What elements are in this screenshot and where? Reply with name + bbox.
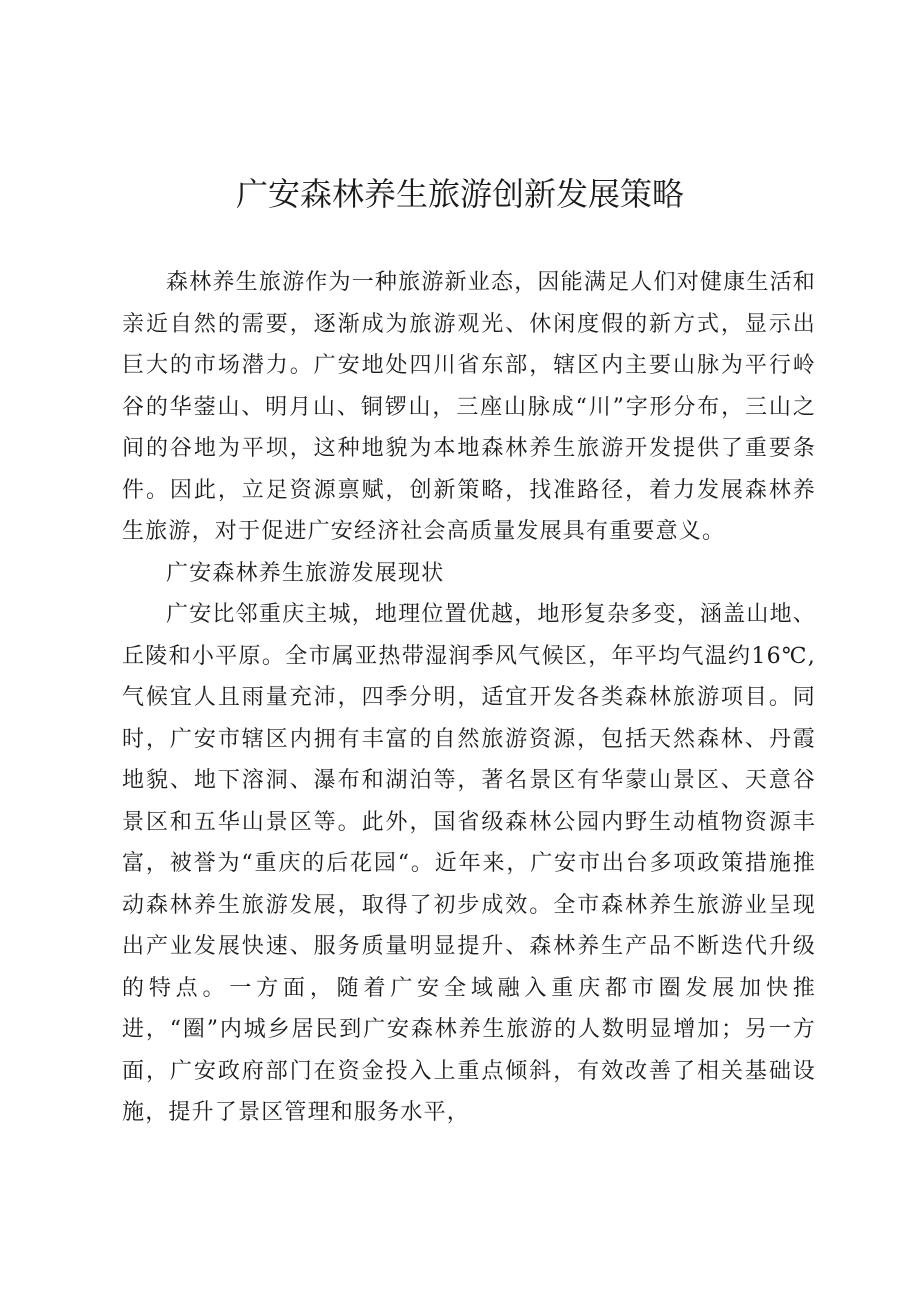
paragraph-intro: 森林养生旅游作为一种旅游新业态，因能满足人们对健康生活和亲近自然的需要，逐渐成为旅游观光、休闲度假的新方式，显示出巨大的市场潜力。广安地处四川省东部，辖区内主要山脉为平行岭谷的华蓥山、明月山、铜锣山，三座山脉成“川”字形分布，三山之间的谷地为平坝，这种地貌为本地森林养生旅游开发提供了重要条件。因此，立足资源禀赋，创新策略，找准路径，着力发展森林养生旅游，对于促进广安经济社会高质量发展具有重要意义。 [122, 270, 816, 544]
section-heading: 广安森林养生旅游发展现状 [166, 560, 445, 586]
paragraph-status: 广安比邻重庆主城，地理位置优越，地形复杂多变，涵盖山地、丘陵和小平原。全市属亚热带湿润季风气候区，年平均气温约16℃,气候宜人且雨量充沛，四季分明，适宜开发各类森林旅游项目。同时，广安市辖区内拥有丰富的自然旅游资源，包括天然森林、丹霞地貌、地下溶洞、瀑布和湖泊等，著名景区有华蒙山景区、天意谷景区和五华山景区等。此外，国省级森林公园内野生动植物资源丰富，被誉为“重庆的后花园“。近年来，广安市出台多项政策措施推动森林养生旅游发展，取得了初步成效。全市森林养生旅游业呈现出产业发展快速、服务质量明显提升、森林养生产品不断迭代升级的特点。一方面，随着广安全域融入重庆都市圈发展加快推进，“圈”内城乡居民到广安森林养生旅游的人数明显增加；另一方面，广安政府部门在资金投入上重点倾斜，有效改善了相关基础设施，提升了景区管理和服务水平， [122, 602, 816, 1125]
document-title: 广安森林养生旅游创新发展策略 [235, 175, 684, 213]
document-body [122, 262, 816, 1134]
